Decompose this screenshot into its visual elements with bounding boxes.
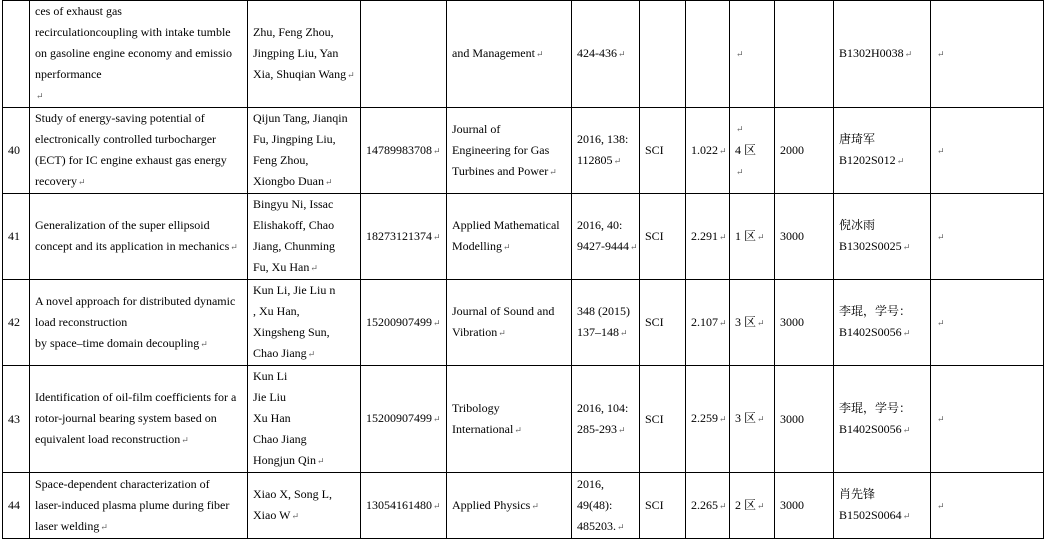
- paragraph-mark-icon: ↵: [902, 424, 911, 435]
- paragraph-mark-icon: ↵: [36, 91, 44, 101]
- cell-text-line: 49(48):: [577, 497, 613, 512]
- cell-text: 13054161480: [366, 497, 432, 512]
- cell-text: SCI: [645, 143, 664, 157]
- cell-text-line: 348 (2015): [577, 304, 630, 318]
- cell-text: 1.022: [691, 142, 718, 157]
- zone-cell: [730, 1, 775, 108]
- cell-text: SCI: [645, 315, 664, 329]
- phone-cell: [361, 473, 447, 539]
- paragraph-mark-icon: ↵: [613, 156, 622, 166]
- paragraph-mark-icon: ↵: [719, 500, 727, 511]
- row-number-cell: [3, 108, 30, 194]
- cell-text: 2.107: [691, 314, 718, 329]
- impact-factor-cell: [686, 280, 730, 366]
- cell-text-line: Kun Li, Jie Liu n: [253, 283, 336, 297]
- table-body: [3, 1, 1044, 539]
- cell-text: SCI: [645, 411, 664, 426]
- cell-text-line: by space–time domain decoupling↵: [35, 335, 208, 350]
- publication-info-cell: [572, 473, 640, 539]
- cell-text-line: [735, 161, 769, 183]
- cell-text-line: 1 区↵: [735, 228, 765, 243]
- cell-text-line: recirculationcoupling with intake tumble: [35, 25, 231, 39]
- cell-text-line: B1202S012↵: [839, 153, 905, 167]
- cell-text-line: Modelling↵: [452, 239, 511, 253]
- paper-title-cell: [30, 280, 248, 366]
- cell-text: 15200907499: [366, 411, 432, 425]
- student-cell: [834, 366, 931, 473]
- paragraph-mark-icon: ↵: [736, 167, 744, 177]
- paragraph-mark-icon: ↵: [937, 49, 945, 59]
- index-class-cell: [640, 280, 686, 366]
- cell-text-line: Fu, Jingping Liu,: [253, 132, 336, 146]
- cell-text-line: Xia, Shuqian Wang↵: [253, 67, 355, 81]
- table-row: [3, 1, 1044, 108]
- cell-text-line: Zhu, Feng Zhou,: [253, 25, 334, 39]
- cell-text-line: B1502S0064↵: [839, 508, 911, 522]
- paragraph-mark-icon: ↵: [904, 49, 913, 59]
- zone-cell: [730, 473, 775, 539]
- journal-cell: [447, 108, 572, 194]
- publication-info-cell: [572, 1, 640, 108]
- cell-text-line: 424-436↵: [577, 46, 626, 60]
- paragraph-mark-icon: ↵: [498, 328, 506, 338]
- cell-text-line: 485203.↵: [577, 518, 625, 533]
- paragraph-mark-icon: ↵: [433, 145, 441, 156]
- cell-text-line: [35, 85, 242, 107]
- journal-cell: [447, 194, 572, 280]
- paragraph-mark-icon: ↵: [181, 435, 189, 445]
- impact-factor-cell: [686, 108, 730, 194]
- note-cell: [931, 194, 1044, 280]
- impact-factor-cell: [686, 366, 730, 473]
- paper-title-cell: [30, 108, 248, 194]
- cell-text-line: 2 区↵: [735, 497, 765, 512]
- cell-text: 2.291: [691, 228, 718, 243]
- cell-text-line: 2016, 138:: [577, 132, 629, 146]
- fee-cell: [775, 1, 834, 108]
- cell-text-line: Tribology: [452, 400, 500, 415]
- cell-text: 2.265: [691, 497, 718, 512]
- cell-text-line: rotor-journal bearing system based on: [35, 411, 217, 425]
- cell-text-line: Applied Physics↵: [452, 497, 539, 512]
- cell-text-line: 唐琦军: [839, 132, 876, 146]
- phone-cell: [361, 194, 447, 280]
- cell-text-line: Fu, Xu Han↵: [253, 260, 318, 274]
- cell-text-line: Vibration↵: [452, 325, 506, 339]
- table-row: [3, 194, 1044, 280]
- fee-cell: [775, 280, 834, 366]
- cell-text-line: Xiao W↵: [253, 508, 299, 522]
- publication-info-cell: [572, 194, 640, 280]
- cell-text-line: 倪冰雨: [839, 218, 876, 232]
- phone-cell: [361, 108, 447, 194]
- paper-title-cell: [30, 473, 248, 539]
- row-number-cell: [3, 280, 30, 366]
- paragraph-mark-icon: ↵: [514, 424, 522, 435]
- cell-text-line: , Xu Han,: [253, 304, 300, 318]
- paragraph-mark-icon: ↵: [531, 500, 539, 511]
- student-cell: [834, 1, 931, 108]
- cell-text-line: Elishakoff, Chao: [253, 218, 335, 232]
- cell-text-line: Generalization of the super ellipsoid: [35, 218, 210, 232]
- cell-text: 40: [8, 143, 20, 157]
- paragraph-mark-icon: ↵: [433, 414, 441, 424]
- cell-text: 3000: [780, 315, 804, 329]
- cell-text-line: B1302H0038↵: [839, 46, 913, 60]
- cell-text-line: Xu Han: [253, 411, 291, 425]
- cell-text-line: 112805↵: [577, 153, 622, 167]
- paragraph-mark-icon: ↵: [736, 124, 744, 134]
- index-class-cell: [640, 473, 686, 539]
- cell-text-line: Jie Liu: [253, 390, 286, 404]
- cell-text-line: 137–148↵: [577, 325, 628, 339]
- cell-text-line: Kun Li: [253, 369, 288, 383]
- cell-text-line: Xiongbo Duan↵: [253, 174, 333, 188]
- cell-text: 15200907499: [366, 314, 432, 329]
- cell-text-line: equivalent load reconstruction↵: [35, 432, 189, 446]
- row-number-cell: [3, 1, 30, 108]
- paragraph-mark-icon: ↵: [549, 166, 557, 177]
- cell-text-line: laser-induced plasma plume during fiber: [35, 497, 230, 512]
- fee-cell: [775, 108, 834, 194]
- cell-text-line: and Management↵: [452, 46, 544, 60]
- cell-text-line: 2016, 40:: [577, 218, 623, 232]
- note-cell: [931, 1, 1044, 108]
- phone-cell: [361, 1, 447, 108]
- paragraph-mark-icon: ↵: [433, 317, 441, 328]
- cell-text-line: Jiang, Chunming: [253, 239, 336, 253]
- cell-text-line: Chao Jiang: [253, 432, 307, 446]
- cell-text-line: laser welding↵: [35, 518, 108, 533]
- table-row: [3, 108, 1044, 194]
- paragraph-mark-icon: ↵: [503, 242, 511, 252]
- paragraph-mark-icon: ↵: [937, 500, 945, 511]
- paragraph-mark-icon: ↵: [433, 231, 441, 242]
- paragraph-mark-icon: ↵: [757, 231, 765, 242]
- note-cell: [931, 108, 1044, 194]
- paragraph-mark-icon: ↵: [618, 49, 626, 59]
- paragraph-mark-icon: ↵: [757, 414, 765, 424]
- cell-text-line: 3 区↵: [735, 314, 765, 329]
- row-number-cell: [3, 473, 30, 539]
- cell-text-line: B1302S0025↵: [839, 239, 911, 253]
- authors-cell: [248, 280, 361, 366]
- cell-text-line: Journal of Sound and: [452, 304, 555, 318]
- paragraph-mark-icon: ↵: [535, 49, 544, 59]
- paragraph-mark-icon: ↵: [347, 70, 355, 80]
- cell-text-line: 2016,: [577, 476, 604, 491]
- cell-text: 3000: [780, 411, 804, 426]
- authors-cell: [248, 473, 361, 539]
- cell-text-line: Xiao X, Song L,: [253, 487, 332, 501]
- paragraph-mark-icon: ↵: [620, 328, 628, 338]
- cell-text-line: [735, 43, 769, 65]
- cell-text-line: Study of energy-saving potential of: [35, 111, 205, 125]
- paragraph-mark-icon: ↵: [230, 242, 238, 252]
- row-number-cell: [3, 194, 30, 280]
- paragraph-mark-icon: ↵: [902, 511, 911, 521]
- cell-text-line: B1402S0056↵: [839, 325, 911, 339]
- paragraph-mark-icon: ↵: [896, 156, 905, 166]
- paragraph-mark-icon: ↵: [902, 242, 911, 252]
- phone-cell: [361, 280, 447, 366]
- fee-cell: [775, 366, 834, 473]
- impact-factor-cell: [686, 473, 730, 539]
- cell-text-line: Turbines and Power↵: [452, 163, 557, 178]
- cell-text: 3000: [780, 229, 804, 243]
- paragraph-mark-icon: ↵: [719, 414, 727, 424]
- student-cell: [834, 108, 931, 194]
- table-row: [3, 280, 1044, 366]
- paragraph-mark-icon: ↵: [630, 242, 638, 252]
- cell-text-line: Space-dependent characterization of: [35, 476, 210, 491]
- cell-text: 44: [8, 498, 20, 512]
- journal-cell: [447, 473, 572, 539]
- index-class-cell: [640, 108, 686, 194]
- paragraph-mark-icon: ↵: [719, 145, 727, 156]
- cell-text-line: load reconstruction: [35, 314, 128, 329]
- row-number-cell: [3, 366, 30, 473]
- paragraph-mark-icon: ↵: [200, 338, 208, 349]
- zone-cell: [730, 108, 775, 194]
- cell-text-line: recovery↵: [35, 174, 86, 188]
- cell-text-line: 肖先锋: [839, 487, 876, 501]
- authors-cell: [248, 194, 361, 280]
- paragraph-mark-icon: ↵: [291, 511, 299, 521]
- cell-text-line: Jingping Liu, Yan: [253, 46, 339, 60]
- cell-text-line: Xingsheng Sun,: [253, 325, 330, 339]
- cell-text-line: [735, 118, 769, 140]
- cell-text: SCI: [645, 229, 664, 243]
- paragraph-mark-icon: ↵: [310, 263, 318, 273]
- paragraph-mark-icon: ↵: [719, 317, 727, 328]
- student-cell: [834, 280, 931, 366]
- table-row: [3, 366, 1044, 473]
- note-cell: [931, 473, 1044, 539]
- cell-text-line: Journal of: [452, 121, 501, 136]
- paragraph-mark-icon: ↵: [307, 349, 316, 359]
- cell-text-line: (ECT) for IC engine exhaust gas energy: [35, 153, 227, 167]
- cell-text-line: 3 区↵: [735, 411, 765, 425]
- paper-title-cell: [30, 194, 248, 280]
- impact-factor-cell: [686, 194, 730, 280]
- paper-title-cell: [30, 1, 248, 108]
- cell-text-line: A novel approach for distributed dynamic: [35, 293, 236, 308]
- zone-cell: [730, 194, 775, 280]
- paragraph-mark-icon: ↵: [937, 231, 945, 242]
- cell-text-line: nperformance: [35, 67, 102, 81]
- cell-text-line: Feng Zhou,: [253, 153, 309, 167]
- cell-text: 3000: [780, 498, 804, 512]
- cell-text-line: Chao Jiang↵: [253, 346, 316, 360]
- cell-text-line: concept and its application in mechanics↵: [35, 239, 238, 253]
- authors-cell: [248, 108, 361, 194]
- index-class-cell: [640, 194, 686, 280]
- paragraph-mark-icon: ↵: [757, 317, 765, 328]
- journal-cell: [447, 280, 572, 366]
- publication-info-cell: [572, 108, 640, 194]
- paragraph-mark-icon: ↵: [100, 521, 108, 532]
- cell-text-line: Identification of oil-film coefficients for a: [35, 390, 237, 404]
- paragraph-mark-icon: ↵: [937, 414, 945, 424]
- cell-text-line: 李琨，学号：: [839, 304, 912, 318]
- journal-cell: [447, 1, 572, 108]
- cell-text: 2.259: [691, 411, 718, 425]
- note-cell: [931, 366, 1044, 473]
- paragraph-mark-icon: ↵: [617, 521, 625, 532]
- fee-cell: [775, 194, 834, 280]
- cell-text-line: Qijun Tang, Jianqin: [253, 111, 348, 125]
- phone-cell: [361, 366, 447, 473]
- cell-text-line: 9427-9444↵: [577, 239, 638, 253]
- cell-text-line: Engineering for Gas: [452, 142, 550, 157]
- note-cell: [931, 280, 1044, 366]
- authors-cell: [248, 1, 361, 108]
- cell-text-line: ces of exhaust gas: [35, 4, 122, 18]
- cell-text: 14789983708: [366, 142, 432, 157]
- cell-text-line: 4 区: [735, 143, 757, 157]
- papers-table: [2, 0, 1044, 539]
- paragraph-mark-icon: ↵: [937, 317, 945, 328]
- authors-cell: [248, 366, 361, 473]
- cell-text-line: Hongjun Qin↵: [253, 453, 325, 467]
- paragraph-mark-icon: ↵: [736, 49, 744, 59]
- paragraph-mark-icon: ↵: [937, 145, 945, 156]
- cell-text-line: electronically controlled turbocharger: [35, 132, 217, 146]
- cell-text: SCI: [645, 498, 664, 512]
- cell-text-line: 李琨，学号：: [839, 400, 912, 415]
- publication-info-cell: [572, 366, 640, 473]
- cell-text: 2000: [780, 143, 804, 157]
- paragraph-mark-icon: ↵: [433, 500, 441, 511]
- table-row: [3, 473, 1044, 539]
- cell-text-line: B1402S0056↵: [839, 421, 911, 436]
- impact-factor-cell: [686, 1, 730, 108]
- zone-cell: [730, 366, 775, 473]
- cell-text: 41: [8, 229, 20, 243]
- cell-text-line: International↵: [452, 421, 522, 436]
- paragraph-mark-icon: ↵: [325, 177, 333, 187]
- fee-cell: [775, 473, 834, 539]
- paragraph-mark-icon: ↵: [317, 456, 325, 466]
- paragraph-mark-icon: ↵: [77, 177, 86, 187]
- zone-cell: [730, 280, 775, 366]
- cell-text-line: 285-293↵: [577, 421, 626, 436]
- paragraph-mark-icon: ↵: [719, 231, 727, 242]
- cell-text: 43: [8, 411, 20, 426]
- student-cell: [834, 194, 931, 280]
- cell-text-line: on gasoline engine economy and emissio: [35, 46, 232, 60]
- cell-text: 18273121374: [366, 228, 432, 243]
- paper-title-cell: [30, 366, 248, 473]
- index-class-cell: [640, 366, 686, 473]
- paragraph-mark-icon: ↵: [618, 424, 626, 435]
- journal-cell: [447, 366, 572, 473]
- cell-text: 42: [8, 315, 20, 329]
- paragraph-mark-icon: ↵: [757, 500, 765, 511]
- cell-text-line: Applied Mathematical: [452, 218, 560, 232]
- paragraph-mark-icon: ↵: [902, 328, 911, 338]
- cell-text-line: Bingyu Ni, Issac: [253, 197, 334, 211]
- index-class-cell: [640, 1, 686, 108]
- student-cell: [834, 473, 931, 539]
- publication-info-cell: [572, 280, 640, 366]
- cell-text-line: 2016, 104:: [577, 400, 629, 415]
